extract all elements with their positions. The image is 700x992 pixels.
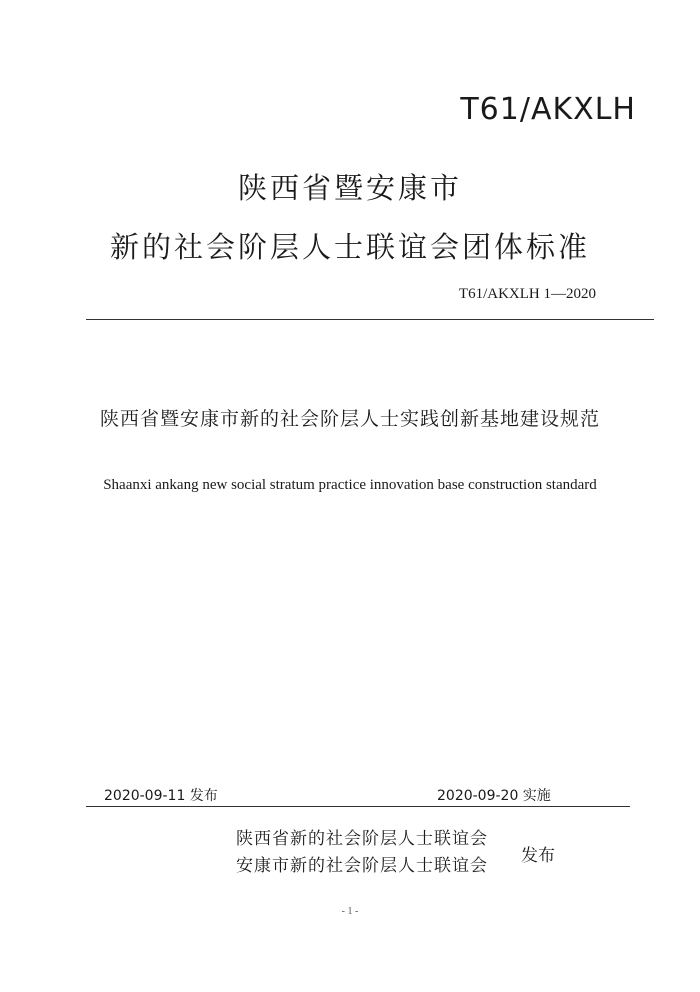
top-divider <box>86 319 654 320</box>
document-number: T61/AKXLH 1—2020 <box>458 286 596 302</box>
title-english: Shaanxi ankang new social stratum practice innovation base construction standard <box>103 477 597 493</box>
issue-label: 发布 <box>521 846 555 866</box>
organization-line-2: 新的社会阶层人士联谊会团体标准 <box>109 230 590 264</box>
issuer-city: 安康市新的社会阶层人士联谊会 <box>236 856 488 876</box>
bottom-divider <box>86 806 630 807</box>
page-number: - 1 - <box>341 906 359 917</box>
effective-date: 2020-09-20 实施 <box>437 788 551 804</box>
issuer-block <box>236 826 488 880</box>
organization-line-1: 陕西省暨安康市 <box>237 171 462 205</box>
title-chinese: 陕西省暨安康市新的社会阶层人士实践创新基地建设规范 <box>99 408 600 430</box>
publish-date: 2020-09-11 发布 <box>104 788 218 804</box>
issuer-provincial: 陕西省新的社会阶层人士联谊会 <box>236 829 488 849</box>
standard-code: T61/AKXLH <box>460 92 636 127</box>
